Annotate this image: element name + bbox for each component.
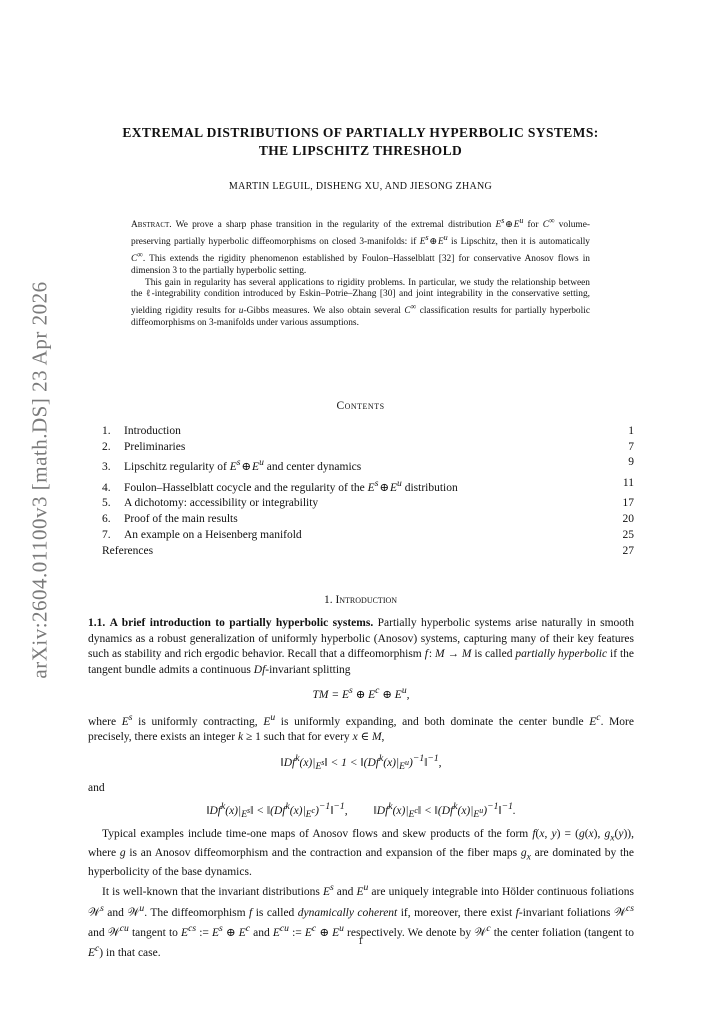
table-of-contents xyxy=(102,424,634,559)
toc-number: 3. xyxy=(102,461,111,474)
toc-entry[interactable] xyxy=(102,455,634,476)
toc-entry[interactable] xyxy=(102,440,634,456)
toc-title: Preliminaries xyxy=(124,440,186,453)
toc-number: 7. xyxy=(102,528,111,541)
abstract xyxy=(131,215,590,330)
toc-title: An example on a Heisenberg manifold xyxy=(124,528,302,541)
toc-page: 7 xyxy=(628,440,634,453)
paragraph: where $E^s$ is uniformly contracting, $E^u$ is uniformly expanding, and both dominate the center bundle $E^c$. More precisely, there exists an integer k ≥ 1 such that for every x ∈ M, xyxy=(88,711,634,744)
equation: TM = $E^s$ ⊕ $E^c$ ⊕ $E^u$, xyxy=(312,685,410,702)
toc-number: 1. xyxy=(102,425,111,437)
toc-number: 2. xyxy=(102,440,111,453)
subsection-number: 1.1. xyxy=(88,617,106,629)
abstract-p1-text: We prove a sharp phase transition in the regularity of the extremal distribution $E^s$ ⊕ $E^u$ for C∞ volume-preserving partially hyperbolic diffeomorphisms on closed 3-manifolds: if $E^s$ ⊕ $E^u$ is Lipschitz, then it is automatically C∞. This extends the rigidity phenomenon established by Foulon–Hasselblatt [32] for conservative Anosov flows in dimension 3 to the partially hyperbolic setting. xyxy=(131,216,590,276)
title-line-2: THE LIPSCHITZ THRESHOLD xyxy=(258,143,463,158)
toc-page: 20 xyxy=(622,513,634,526)
toc-title: References xyxy=(102,544,154,557)
paragraph: and xyxy=(88,781,105,794)
section-number: 1. xyxy=(323,594,333,606)
toc-title: A dichotomy: accessibility or integrability xyxy=(124,497,319,510)
toc-page: 11 xyxy=(622,476,634,489)
toc-entry[interactable] xyxy=(102,512,634,528)
toc-title: Lipschitz regularity of $E^s$ ⊕ $E^u$ and center dynamics xyxy=(124,457,362,474)
toc-entry[interactable] xyxy=(102,476,634,497)
title-line-1: EXTREMAL DISTRIBUTIONS OF PARTIALLY HYPERBOLIC SYSTEMS: xyxy=(122,125,599,140)
abstract-paragraph-1 xyxy=(131,215,590,278)
paragraph: It is well-known that the invariant distributions $E^s$ and $E^u$ are uniquely integrable into Hölder continuous foliations 𝒲$^s$ and 𝒲$^u$. The diffeomorphism f is called dynamically coherent if, moreover, there exist f-invariant foliations 𝒲$^{cs}$ and 𝒲$^{cu}$ tangent to $E^{cs}$ := $E^s$ ⊕ $E^c$ and $E^{cu}$ := $E^c$ ⊕ $E^u$ respectively. We denote by 𝒲$^c$ the center foliation (tangent to $E^c$) in that case. xyxy=(88,882,634,960)
toc-title: Introduction xyxy=(124,425,181,437)
equation: $‖Df^k(x)|_{E^s}‖ < 1$ < $‖(Df^k(x)|_{E^u})^{-1}‖^{-1}$, xyxy=(280,752,442,772)
toc-number: 5. xyxy=(102,497,111,510)
toc-entry[interactable] xyxy=(102,544,634,560)
paragraph: 1.1. A brief introduction to partially hyperbolic systems. Partially hyperbolic systems arise naturally in smooth dynamics as a robust generalization of uniformly hyperbolic (Anosov) systems, capturing many of their key features such as stability and rich ergodic behavior. Recall that a diffeomorphism f : M → M is called partially hyperbolic if the tangent bundle admits a continuous Df-invariant splitting xyxy=(88,617,635,676)
page-number: 1 xyxy=(358,936,363,946)
toc-entry[interactable] xyxy=(102,528,634,544)
body-text xyxy=(88,616,634,962)
abstract-paragraph-2: This gain in regularity has several applications to rigidity problems. In particular, we study the relationship between the ℓ-integrability condition introduced by Eskin–Potrie–Zhang [30] and joint integrability in the conservative setting, yielding rigidity results for u-Gibbs measures. We also obtain several C∞ classification results for partially hyperbolic diffeomorphisms on 3-manifolds under various assumptions. xyxy=(131,277,590,329)
author-list: MARTIN LEGUIL, DISHENG XU, AND JIESONG ZHANG xyxy=(228,181,493,192)
toc-number: 4. xyxy=(102,481,111,494)
toc-page: 25 xyxy=(622,528,634,541)
contents-heading: Contents xyxy=(336,400,385,412)
toc-number: 6. xyxy=(102,513,111,526)
section-title: Introduction xyxy=(335,594,398,606)
toc-page: 9 xyxy=(628,456,634,469)
toc-page: 27 xyxy=(622,544,634,557)
toc-title: Proof of the main results xyxy=(124,513,238,526)
equation: $‖Df^k(x)|_{E^s}‖$ < $‖(Df^k(x)|_{E^c})^{-1}‖^{-1}$, $‖Df^k(x)|_{E^c}‖$ < $‖(Df^k(x)|_{E^u})^{-1}‖^{-1}$. xyxy=(206,801,516,821)
toc-entry[interactable] xyxy=(102,496,634,512)
arxiv-identifier-stamp: arXiv:2604.01100v3 [math.DS] 23 Apr 2026 xyxy=(27,281,52,679)
paragraph: Typical examples include time-one maps of Anosov flows and skew products of the form f(x, y) = (g(x), $g_x(y)$), where g is an Anosov diffeomorphism and the contraction and expansion of the fiber maps $g_x$ are dominated by the hyperbolicity of the base dynamics. xyxy=(88,827,634,878)
paper-title xyxy=(80,124,641,160)
section-heading xyxy=(80,594,641,606)
toc-entry[interactable] xyxy=(102,424,634,440)
toc-title: Foulon–Hasselblatt cocycle and the regularity of the $E^s$ ⊕ $E^u$ distribution xyxy=(124,477,458,494)
toc-page: 17 xyxy=(622,497,634,510)
subsection-title: A brief introduction to partially hyperbolic systems. xyxy=(109,617,374,629)
abstract-heading: Abstract. xyxy=(131,220,172,231)
toc-page: 1 xyxy=(628,425,634,437)
